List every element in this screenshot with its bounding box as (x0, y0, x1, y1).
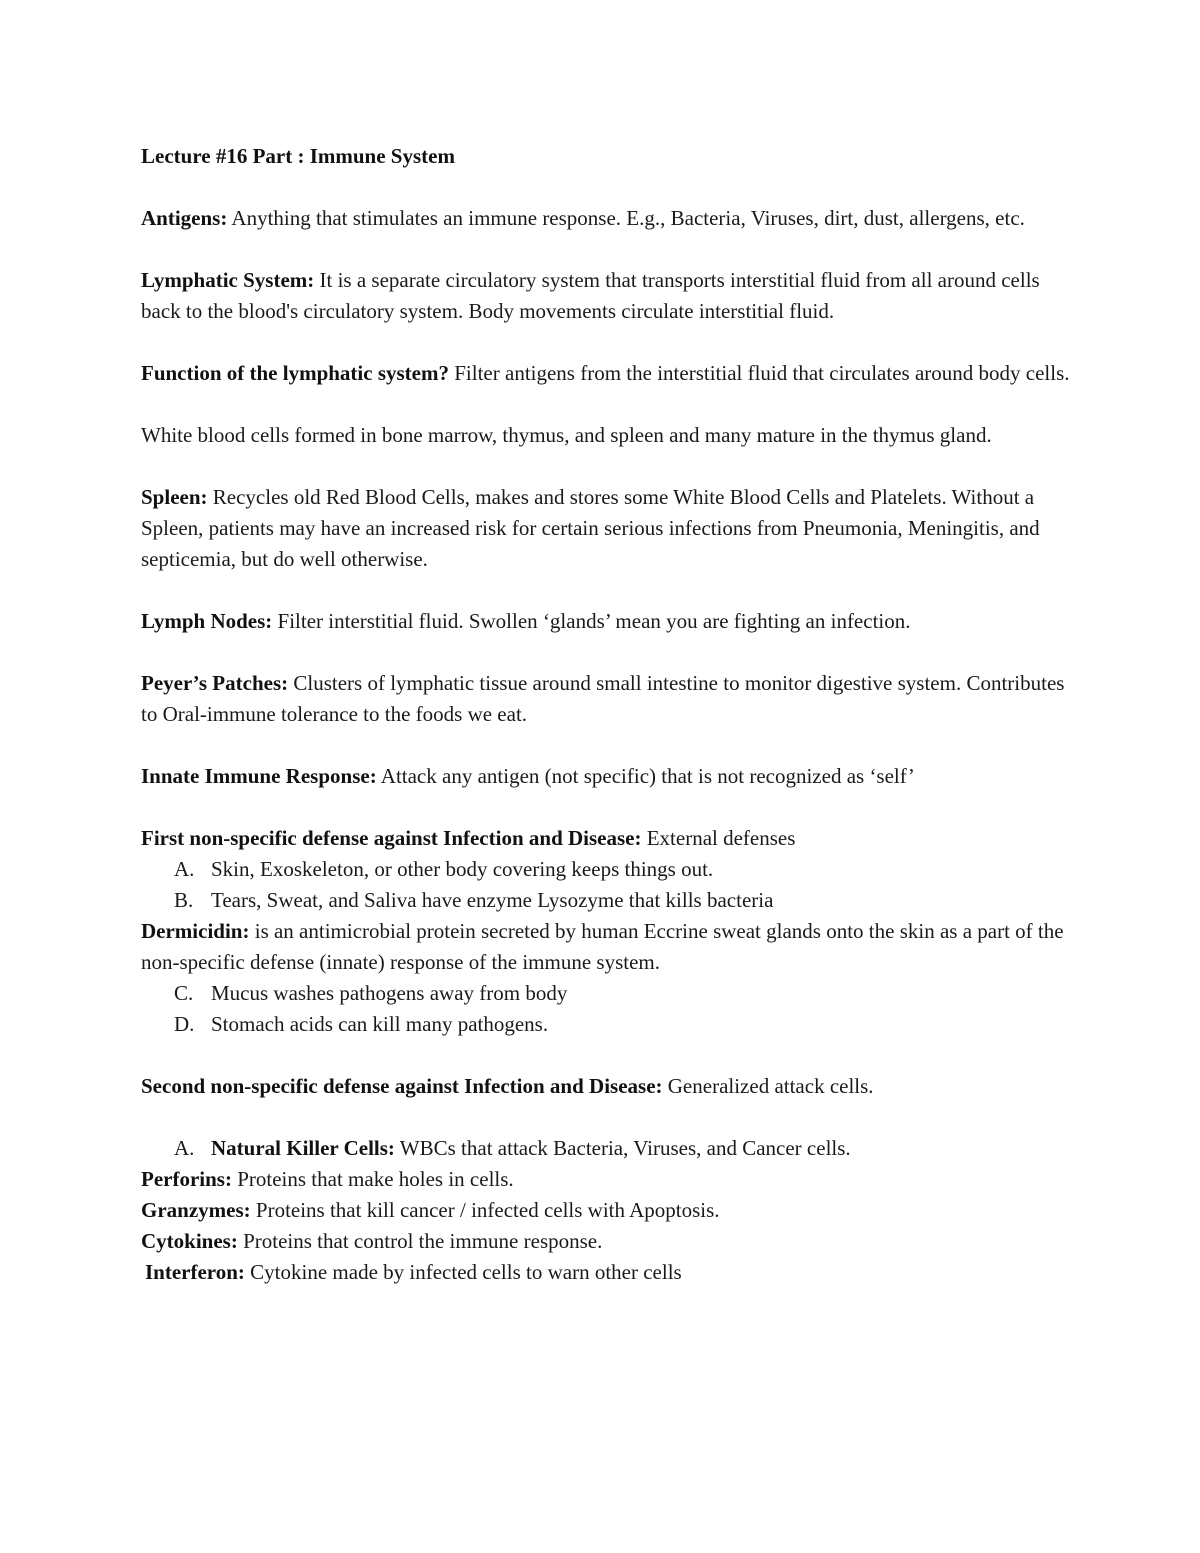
list-item (141, 978, 1071, 1009)
innate-paragraph (141, 761, 1071, 792)
list-marker: C. (174, 981, 194, 1005)
spacer (141, 451, 1071, 482)
spleen-definition: Recycles old Red Blood Cells, makes and stores some White Blood Cells and Platelets. Without a Spleen, patients may have an increased risk for certain serious infections from Pneumonia, Meningitis, and septicemia, but do well otherwise. (141, 485, 1040, 571)
lymph-nodes-paragraph (141, 606, 1071, 637)
dermicidin-term: Dermicidin: (141, 919, 250, 943)
innate-definition: Attack any antigen (not specific) that is not recognized as ‘self’ (376, 764, 915, 788)
interferon-paragraph (141, 1257, 1071, 1288)
peyers-patches-paragraph (141, 668, 1071, 730)
dermicidin-paragraph (141, 916, 1071, 978)
spacer (141, 575, 1071, 606)
spacer (141, 389, 1071, 420)
spacer (141, 1040, 1071, 1071)
peyers-patches-term: Peyer’s Patches: (141, 671, 289, 695)
page-title (141, 141, 1071, 172)
function-term: Function of the lymphatic system? (141, 361, 449, 385)
first-defense-text: External defenses (641, 826, 796, 850)
lymph-nodes-definition: Filter interstitial fluid. Swollen ‘glands’ mean you are fighting an infection. (272, 609, 911, 633)
lymphatic-system-definition: It is a separate circulatory system that transports interstitial fluid from all around cells back to the blood's circulatory system. Body movements circulate interstitial fluid. (141, 268, 1040, 323)
second-defense-heading (141, 1071, 1071, 1102)
page-title-text: Lecture #16 Part : Immune System (141, 144, 455, 168)
spacer (141, 172, 1071, 203)
perforins-definition: Proteins that make holes in cells. (231, 1167, 514, 1191)
spacer (141, 327, 1071, 358)
perforins-paragraph (141, 1164, 1071, 1195)
granzymes-term: Granzymes: (141, 1198, 251, 1222)
list-item (141, 885, 1071, 916)
lymphatic-system-term: Lymphatic System: (141, 268, 315, 292)
list-marker: D. (174, 1012, 195, 1036)
list-item-text: Mucus washes pathogens away from body (211, 981, 568, 1005)
spacer (141, 792, 1071, 823)
spacer (141, 730, 1071, 761)
cytokines-paragraph (141, 1226, 1071, 1257)
list-item-text: Skin, Exoskeleton, or other body covering keeps things out. (211, 857, 714, 881)
first-defense-heading (141, 823, 1071, 854)
cytokines-term: Cytokines: (141, 1229, 238, 1253)
dermicidin-definition: is an antimicrobial protein secreted by human Eccrine sweat glands onto the skin as a part of the non-specific defense (innate) response of the immune system. (141, 919, 1064, 974)
antigens-definition: Anything that stimulates an immune response. E.g., Bacteria, Viruses, dirt, dust, allergens, etc. (227, 206, 1025, 230)
list-item-text: Stomach acids can kill many pathogens. (211, 1012, 549, 1036)
interferon-definition: Cytokine made by infected cells to warn other cells (244, 1260, 682, 1284)
second-defense-term: Second non-specific defense against Infection and Disease: (141, 1074, 663, 1098)
cytokines-definition: Proteins that control the immune response. (237, 1229, 603, 1253)
list-item (141, 1009, 1071, 1040)
spacer (141, 637, 1071, 668)
lymph-nodes-term: Lymph Nodes: (141, 609, 273, 633)
white-blood-cells-paragraph: White blood cells formed in bone marrow, thymus, and spleen and many mature in the thymus gland. (141, 423, 992, 447)
granzymes-paragraph (141, 1195, 1071, 1226)
granzymes-definition: Proteins that kill cancer / infected cells with Apoptosis. (250, 1198, 720, 1222)
second-defense-text: Generalized attack cells. (662, 1074, 874, 1098)
antigens-paragraph (141, 203, 1071, 234)
peyers-patches-definition: Clusters of lymphatic tissue around small intestine to monitor digestive system. Contributes to Oral-immune tolerance to the foods we eat. (141, 671, 1065, 726)
list-item (141, 854, 1071, 885)
antigens-term: Antigens: (141, 206, 228, 230)
list-item (141, 1133, 1071, 1164)
spacer (141, 1102, 1071, 1133)
list-marker: A. (174, 857, 195, 881)
function-paragraph (141, 358, 1071, 389)
list-marker: A. (174, 1136, 195, 1160)
list-item-text: Tears, Sweat, and Saliva have enzyme Lysozyme that kills bacteria (211, 888, 774, 912)
first-defense-term: First non-specific defense against Infection and Disease: (141, 826, 642, 850)
list-marker: B. (174, 888, 194, 912)
spleen-paragraph (141, 482, 1071, 575)
spacer (141, 234, 1071, 265)
natural-killer-cells-definition: WBCs that attack Bacteria, Viruses, and Cancer cells. (394, 1136, 851, 1160)
document-body (141, 141, 1071, 1288)
innate-term: Innate Immune Response: (141, 764, 377, 788)
function-definition: Filter antigens from the interstitial fluid that circulates around body cells. (449, 361, 1070, 385)
perforins-term: Perforins: (141, 1167, 232, 1191)
natural-killer-cells-term: Natural Killer Cells: (211, 1136, 395, 1160)
lymphatic-system-paragraph (141, 265, 1071, 327)
interferon-term: Interferon: (145, 1260, 245, 1284)
spleen-term: Spleen: (141, 485, 208, 509)
